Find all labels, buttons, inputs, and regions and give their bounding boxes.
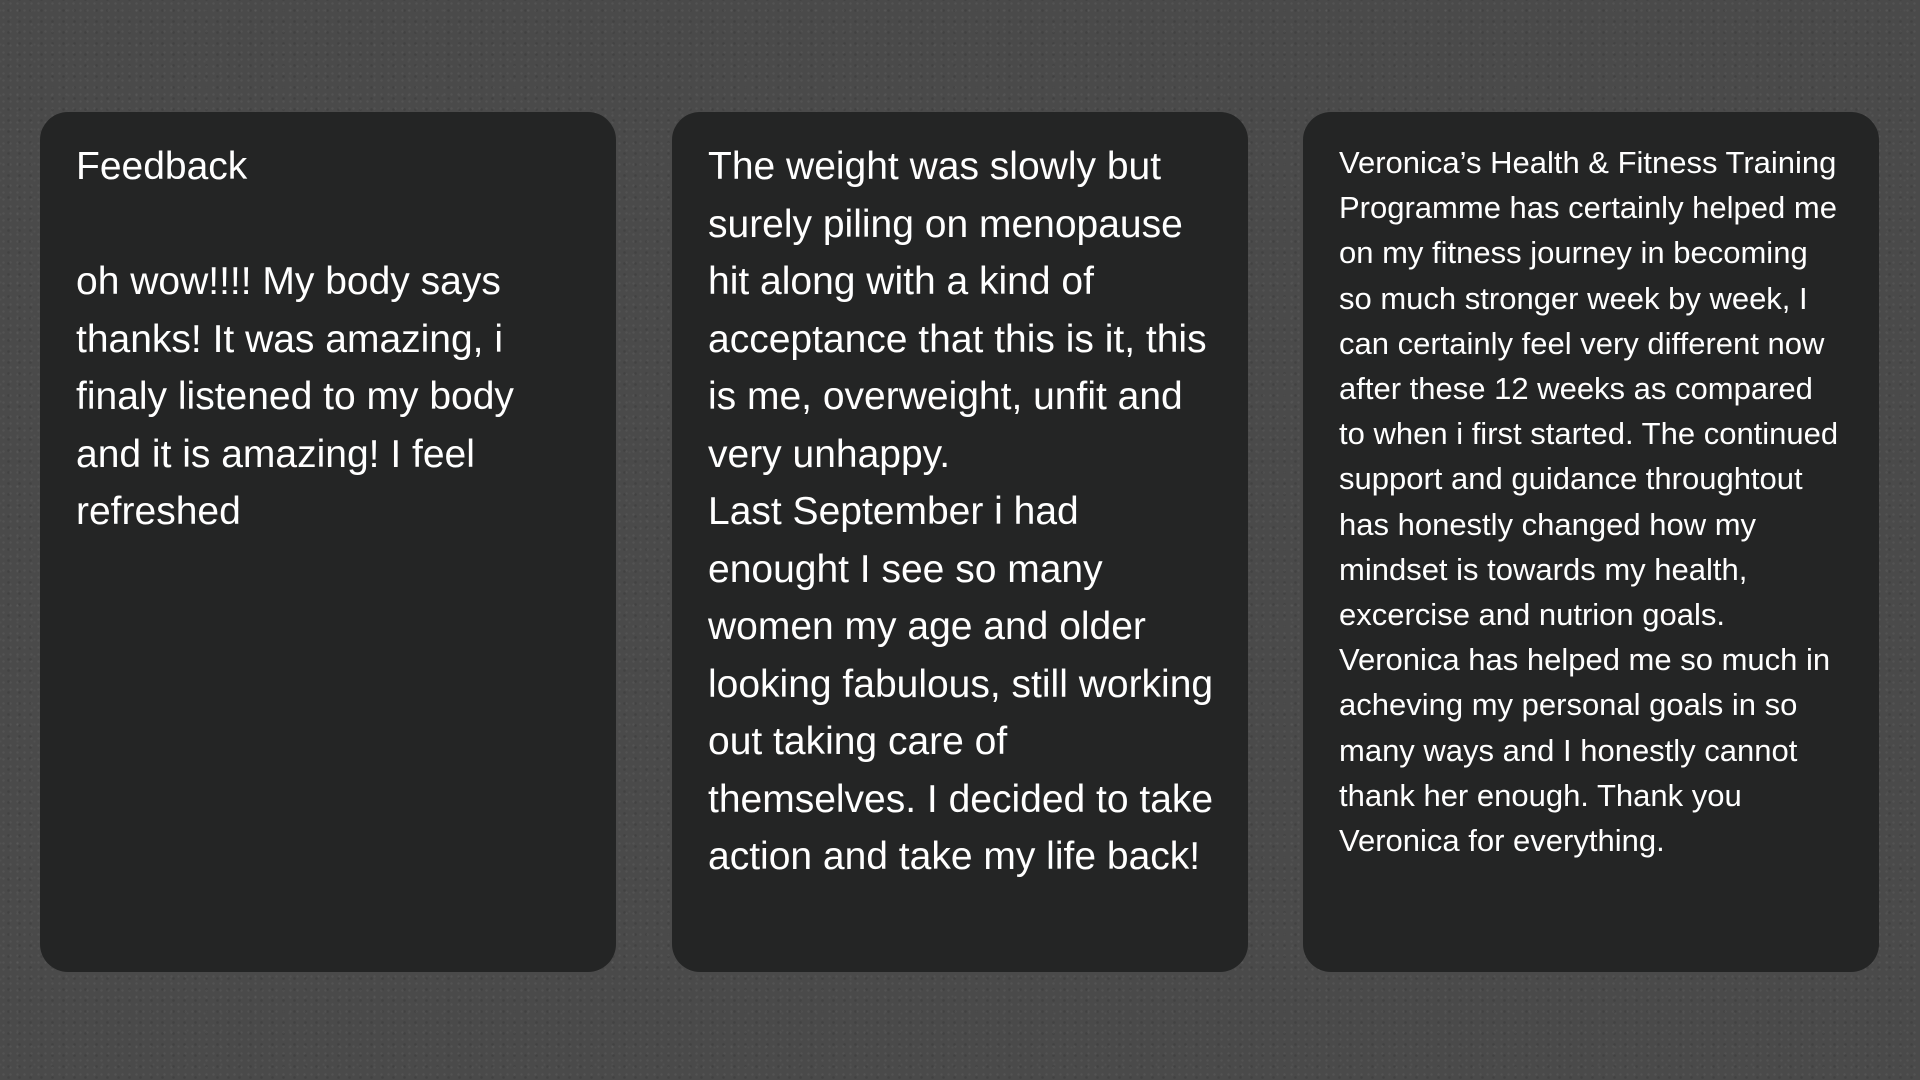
testimonial-text: oh wow!!!! My body says thanks! It was amazing, i finaly listened to my body and it is amazing! I feel refreshed [76,260,514,533]
testimonial-text: Veronica’s Health & Fitness Training Programme has certainly helped me on my fitness journey in becoming so much stronger week by week, I can certainly feel very different now after these 12 weeks as compared to when i first started. The continued support and guidance throughtout has honestly changed how my mindset is towards my health, excercise and nutrion goals. Veronica has helped me so much in acheving my personal goals in so many ways and I honestly cannot thank her enough. Thank you Veronica for everything. [1339,145,1839,859]
testimonial-text: The weight was slowly but surely piling on menopause hit along with a kind of acceptance that this is it, this is me, overweight, unfit and very unhappy. Last September i had enought I see so many women my age and older looking fabulous, still working out taking care of themselves. I decided to take action and take my life back! [708,145,1214,878]
feedback-card-1 [40,112,616,972]
card-heading: Feedback [76,145,248,188]
feedback-card-3 [1303,112,1879,972]
feedback-card-2 [672,112,1248,972]
